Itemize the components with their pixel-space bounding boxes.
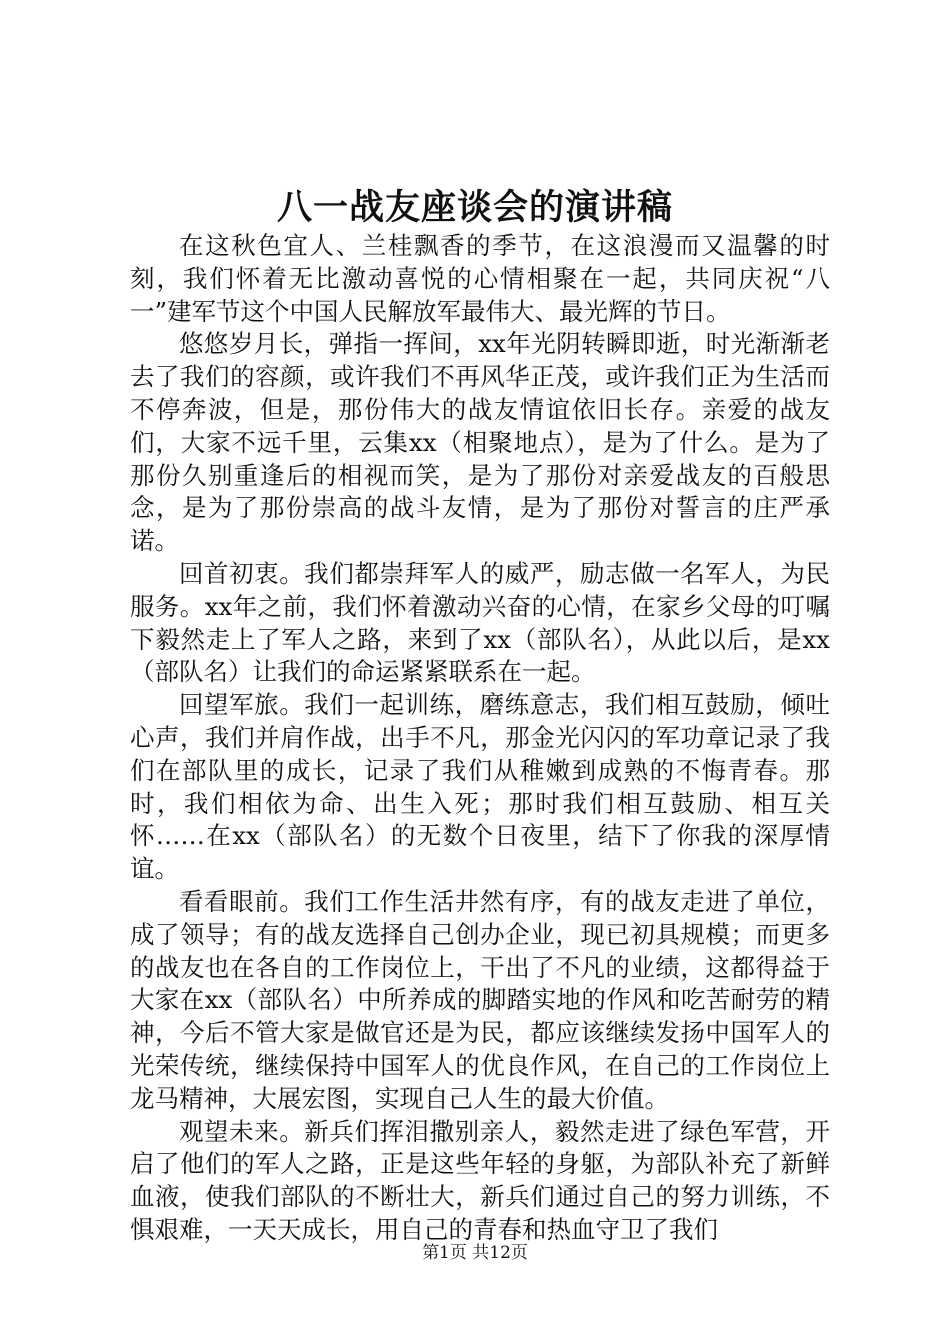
paragraph: 悠悠岁月长，弹指一挥间，xx年光阴转瞬即逝，时光渐渐老去了我们的容颜，或许我们不再风华正茂，或许我们正为生活而不停奔波，但是，那份伟大的战友情谊依旧长存。亲爱的战友们，大家不远千里，云集xx（相聚地点），是为了什么。是为了那份久别重逢后的相视而笑，是为了那份对亲爱战友的百般思念，是为了那份崇高的战斗友情，是为了那份对誓言的庄严承诺。 xyxy=(130,329,830,556)
document-body xyxy=(130,230,830,1247)
paragraph: 在这秋色宜人、兰桂飘香的季节，在这浪漫而又温馨的时刻，我们怀着无比激动喜悦的心情相聚在一起，共同庆祝“八一”建军节这个中国人民解放军最伟大、最光辉的节日。 xyxy=(130,231,830,326)
paragraph: 看看眼前。我们工作生活井然有序，有的战友走进了单位，成了领导；有的战友选择自己创办企业，现已初具规模；而更多的战友也在各自的工作岗位上，干出了不凡的业绩，这都得益于大家在xx（部队名）中所养成的脚踏实地的作风和吃苦耐劳的精神，今后不管大家是做官还是为民，都应该继续发扬中国军人的光荣传统，继续保持中国军人的优良作风，在自己的工作岗位上龙马精神，大展宏图，实现自己人生的最大价值。 xyxy=(130,886,830,1113)
paragraph: 回首初衷。我们都崇拜军人的威严，励志做一名军人，为民服务。xx年之前，我们怀着激动兴奋的心情，在家乡父母的叮嘱下毅然走上了军人之路，来到了xx（部队名），从此以后，是xx（部队名）让我们的命运紧紧联系在一起。 xyxy=(130,558,830,687)
page-number-footer: 第1页 共12页 xyxy=(422,1243,528,1263)
document-title: 八一战友座谈会的演讲稿 xyxy=(276,187,673,228)
paragraph: 观望未来。新兵们挥泪撒别亲人，毅然走进了绿色军营，开启了他们的军人之路，正是这些年轻的身躯，为部队补充了新鲜血液，使我们部队的不断壮大，新兵们通过自己的努力训练，不惧艰难，一天天成长，用自己的青春和热血守卫了我们 xyxy=(130,1116,830,1244)
paragraph: 回望军旅。我们一起训练，磨练意志，我们相互鼓励，倾吐心声，我们并肩作战，出手不凡，那金光闪闪的军功章记录了我们在部队里的成长，记录了我们从稚嫩到成熟的不悔青春。那时，我们相依为命、出生入死；那时我们相互鼓励、相互关怀……在xx（部队名）的无数个日夜里，结下了你我的深厚情谊。 xyxy=(130,690,830,884)
